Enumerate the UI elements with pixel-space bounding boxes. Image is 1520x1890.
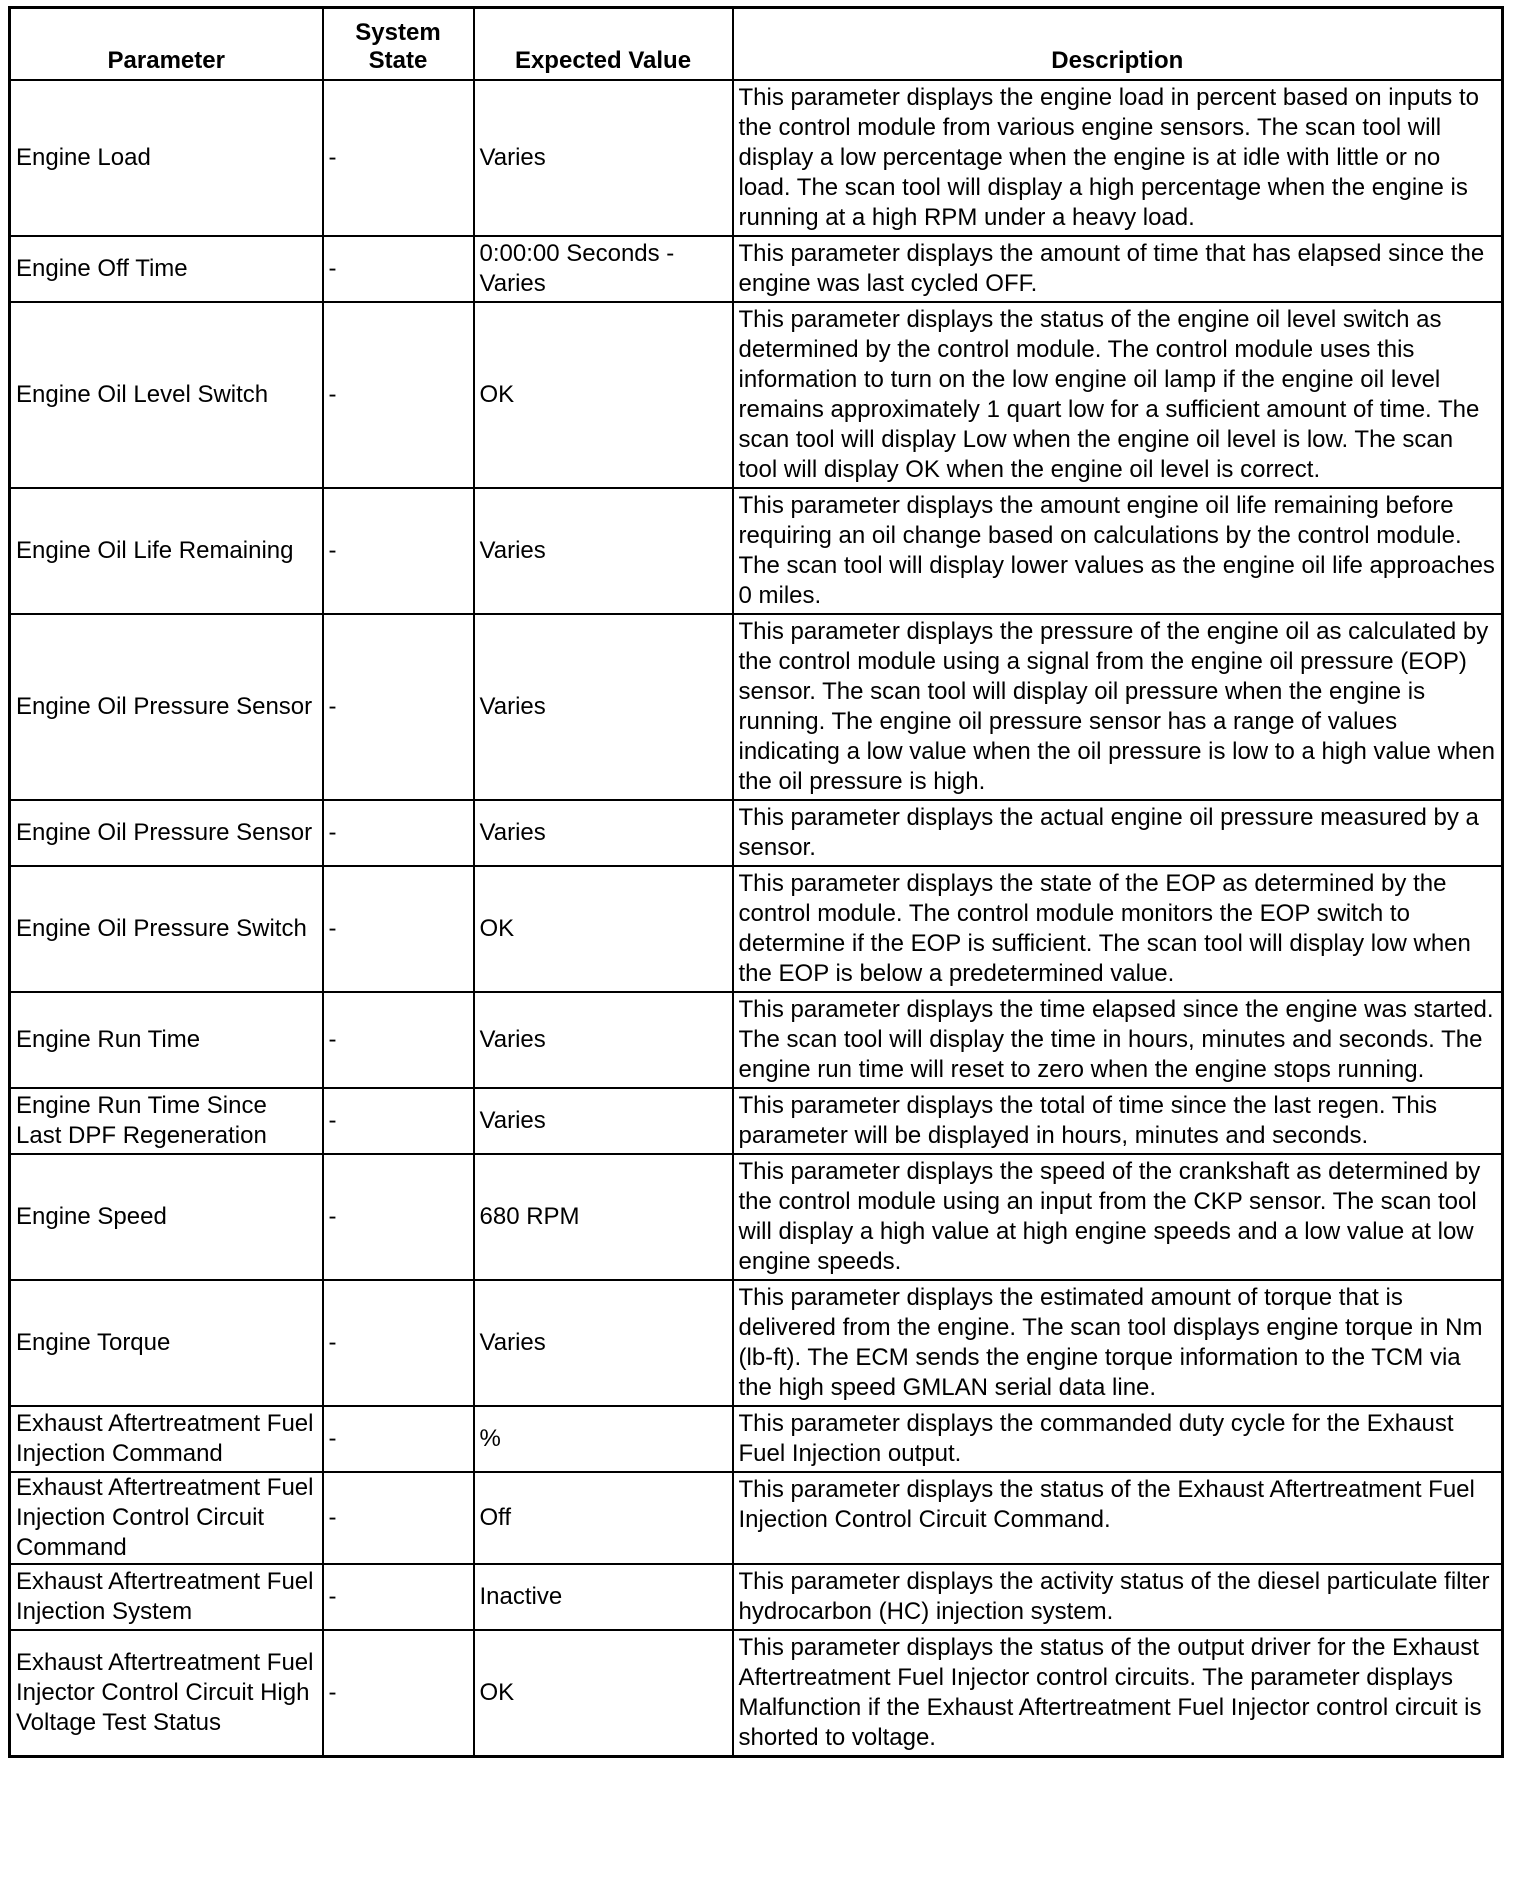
- header-parameter: Parameter: [10, 8, 323, 81]
- description-cell: This parameter displays the status of the Exhaust Aftertreatment Fuel Injection Control Circuit Command.: [733, 1472, 1503, 1564]
- table-row: [10, 1564, 1503, 1630]
- parameter-cell: Engine Run Time: [10, 992, 323, 1088]
- system-state-cell: -: [323, 1472, 474, 1564]
- system-state-cell: -: [323, 1564, 474, 1630]
- expected-value-cell: OK: [474, 866, 733, 992]
- table-row: [10, 800, 1503, 866]
- table-row: [10, 236, 1503, 302]
- system-state-cell: -: [323, 488, 474, 614]
- parameter-cell: Engine Oil Life Remaining: [10, 488, 323, 614]
- expected-value-cell: OK: [474, 1630, 733, 1757]
- description-cell: This parameter displays the actual engine oil pressure measured by a sensor.: [733, 800, 1503, 866]
- table-row: [10, 488, 1503, 614]
- table-row: [10, 1406, 1503, 1472]
- system-state-cell: -: [323, 992, 474, 1088]
- expected-value-cell: 680 RPM: [474, 1154, 733, 1280]
- header-description: Description: [733, 8, 1503, 81]
- expected-value-cell: Varies: [474, 1280, 733, 1406]
- expected-value-cell: Varies: [474, 488, 733, 614]
- parameter-cell: Engine Speed: [10, 1154, 323, 1280]
- expected-value-cell: Off: [474, 1472, 733, 1564]
- table-row: [10, 1472, 1503, 1564]
- description-cell: This parameter displays the speed of the crankshaft as determined by the control module using an input from the CKP sensor. The scan tool will display a high value at high engine speeds and a low value at low engine speeds.: [733, 1154, 1503, 1280]
- system-state-cell: -: [323, 1280, 474, 1406]
- expected-value-cell: Varies: [474, 614, 733, 800]
- header-system-state-line2: State: [368, 47, 428, 74]
- system-state-cell: -: [323, 1406, 474, 1472]
- table-row: [10, 1630, 1503, 1757]
- table-row: [10, 80, 1503, 236]
- expected-value-cell: Varies: [474, 992, 733, 1088]
- expected-value-cell: %: [474, 1406, 733, 1472]
- table-row: [10, 1154, 1503, 1280]
- expected-value-cell: Varies: [474, 80, 733, 236]
- parameter-cell: Engine Oil Pressure Sensor: [10, 614, 323, 800]
- parameter-cell: Exhaust Aftertreatment Fuel Injector Control Circuit High Voltage Test Status: [10, 1630, 323, 1757]
- description-cell: This parameter displays the total of time since the last regen. This parameter will be displayed in hours, minutes and seconds.: [733, 1088, 1503, 1154]
- parameter-cell: Engine Oil Pressure Switch: [10, 866, 323, 992]
- description-cell: This parameter displays the engine load in percent based on inputs to the control module from various engine sensors. The scan tool will display a low percentage when the engine is at idle with little or no load. The scan tool will display a high percentage when the engine is running at a high RPM under a heavy load.: [733, 80, 1503, 236]
- expected-value-cell: Varies: [474, 1088, 733, 1154]
- system-state-cell: -: [323, 866, 474, 992]
- parameter-table: [8, 6, 1504, 1758]
- system-state-cell: -: [323, 80, 474, 236]
- description-cell: This parameter displays the activity status of the diesel particulate filter hydrocarbon (HC) injection system.: [733, 1564, 1503, 1630]
- system-state-cell: -: [323, 1154, 474, 1280]
- description-cell: This parameter displays the amount engine oil life remaining before requiring an oil change based on calculations by the control module. The scan tool will display lower values as the engine oil life approaches 0 miles.: [733, 488, 1503, 614]
- description-cell: This parameter displays the status of the output driver for the Exhaust Aftertreatment Fuel Injector control circuits. The parameter displays Malfunction if the Exhaust Aftertreatment Fuel Injector control circuit is shorted to voltage.: [733, 1630, 1503, 1757]
- system-state-cell: -: [323, 302, 474, 488]
- description-cell: This parameter displays the state of the EOP as determined by the control module. The control module monitors the EOP switch to determine if the EOP is sufficient. The scan tool will display low when the EOP is below a predetermined value.: [733, 866, 1503, 992]
- system-state-cell: -: [323, 614, 474, 800]
- description-cell: This parameter displays the pressure of the engine oil as calculated by the control module using a signal from the engine oil pressure (EOP) sensor. The scan tool will display oil pressure when the engine is running. The engine oil pressure sensor has a range of values indicating a low value when the oil pressure is low to a high value when the oil pressure is high.: [733, 614, 1503, 800]
- expected-value-cell: 0:00:00 Seconds - Varies: [474, 236, 733, 302]
- table-row: [10, 614, 1503, 800]
- table-row: [10, 1280, 1503, 1406]
- parameter-cell: Exhaust Aftertreatment Fuel Injection Command: [10, 1406, 323, 1472]
- parameter-cell: Exhaust Aftertreatment Fuel Injection System: [10, 1564, 323, 1630]
- header-row: [10, 8, 1503, 81]
- system-state-cell: -: [323, 1088, 474, 1154]
- header-expected-value: Expected Value: [474, 8, 733, 81]
- expected-value-cell: Varies: [474, 800, 733, 866]
- description-cell: This parameter displays the amount of time that has elapsed since the engine was last cycled OFF.: [733, 236, 1503, 302]
- description-cell: This parameter displays the commanded duty cycle for the Exhaust Fuel Injection output.: [733, 1406, 1503, 1472]
- description-cell: This parameter displays the estimated amount of torque that is delivered from the engine. The scan tool displays engine torque in Nm (lb-ft). The ECM sends the engine torque information to the TCM via the high speed GMLAN serial data line.: [733, 1280, 1503, 1406]
- table-row: [10, 992, 1503, 1088]
- table-row: [10, 302, 1503, 488]
- parameter-cell: Engine Torque: [10, 1280, 323, 1406]
- parameter-cell: Engine Load: [10, 80, 323, 236]
- parameter-cell: Engine Oil Level Switch: [10, 302, 323, 488]
- table-row: [10, 866, 1503, 992]
- parameter-cell: Engine Run Time Since Last DPF Regeneration: [10, 1088, 323, 1154]
- parameter-cell: Exhaust Aftertreatment Fuel Injection Control Circuit Command: [10, 1472, 323, 1564]
- table-row: [10, 1088, 1503, 1154]
- parameter-cell: Engine Oil Pressure Sensor: [10, 800, 323, 866]
- description-cell: This parameter displays the time elapsed since the engine was started. The scan tool will display the time in hours, minutes and seconds. The engine run time will reset to zero when the engine stops running.: [733, 992, 1503, 1088]
- description-cell: This parameter displays the status of the engine oil level switch as determined by the control module. The control module uses this information to turn on the low engine oil lamp if the engine oil level remains approximately 1 quart low for a sufficient amount of time. The scan tool will display Low when the engine oil level is low. The scan tool will display OK when the engine oil level is correct.: [733, 302, 1503, 488]
- expected-value-cell: OK: [474, 302, 733, 488]
- system-state-cell: -: [323, 1630, 474, 1757]
- header-system-state: [323, 8, 474, 81]
- system-state-cell: -: [323, 236, 474, 302]
- expected-value-cell: Inactive: [474, 1564, 733, 1630]
- header-system-state-line1: System: [355, 19, 441, 46]
- system-state-cell: -: [323, 800, 474, 866]
- parameter-cell: Engine Off Time: [10, 236, 323, 302]
